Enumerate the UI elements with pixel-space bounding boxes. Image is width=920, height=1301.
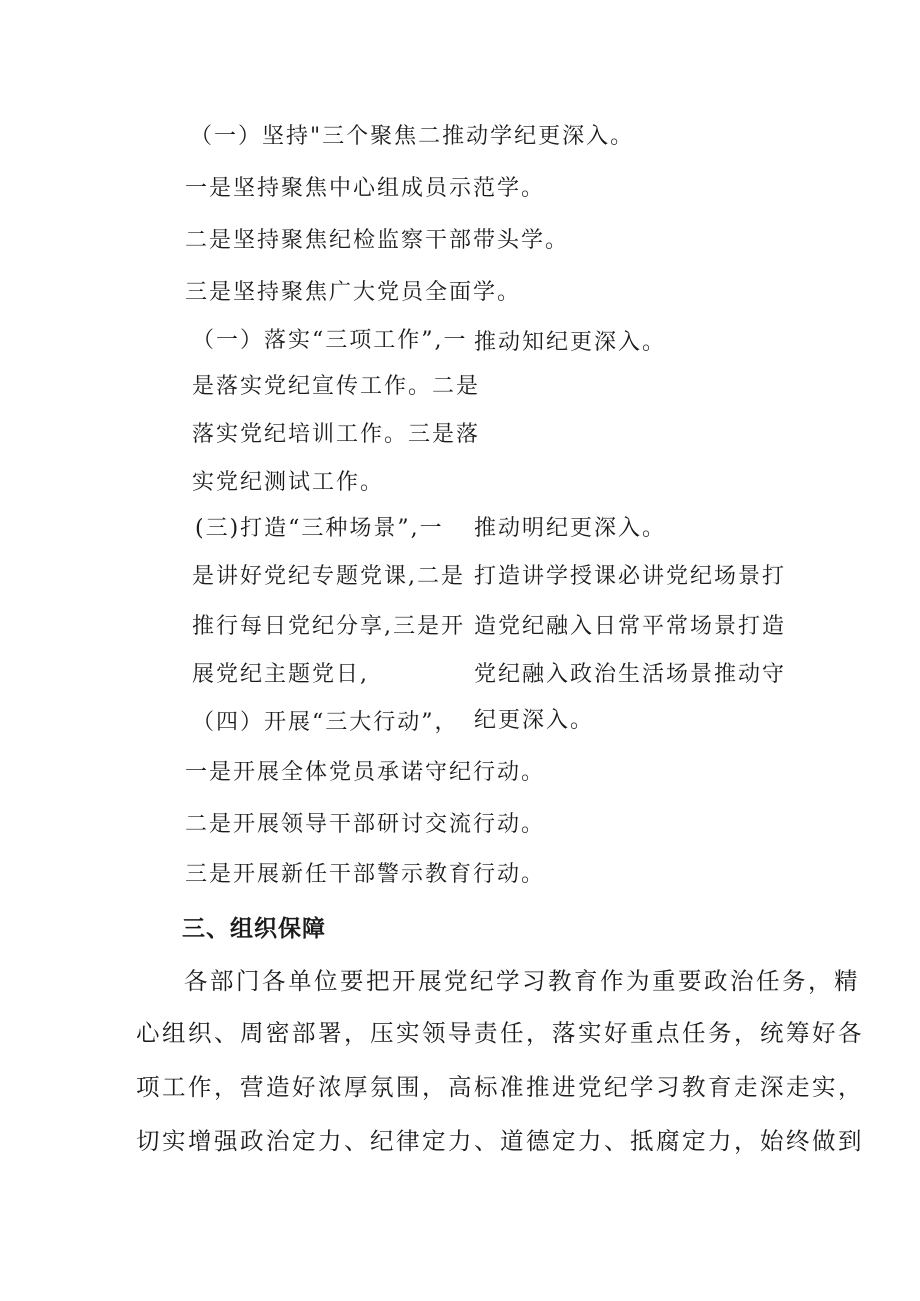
section-two-left-line-3: 落实党纪培训工作。三是落 [192, 422, 481, 447]
section-three-right-line-1: 推动明纪更深入。 [474, 516, 667, 541]
organization-paragraph-line-3: 项工作，营造好浓厚氛围，高标准推进党纪学习教育走深走实， [136, 1073, 864, 1101]
section-two-left-line-2: 是落实党纪宣传工作。二是 [192, 374, 481, 399]
section-three-left-line-2: 是讲好党纪专题党课,二是 [192, 564, 465, 589]
organization-paragraph-line-1: 各部门各单位要把开展党纪学习教育作为重要政治任务，精 [184, 967, 860, 995]
section-three-left-line-3: 推行每日党纪分享,三是开 [192, 614, 465, 639]
section-one-item-1: 一是坚持聚焦中心组成员示范学。 [185, 176, 546, 201]
section-four-item-2: 二是开展领导干部研讨交流行动。 [185, 812, 546, 837]
section-four-item-3: 三是开展新任干部警示教育行动。 [185, 862, 546, 887]
organization-paragraph-line-2: 心组织、周密部署，压实领导责任，落实好重点任务，统筹好各 [136, 1019, 864, 1047]
section-three-right-line-5: 纪更深入。 [474, 708, 595, 733]
section-three-left-line-1: (三)打造“三种场景”,一 [195, 516, 444, 541]
section-three-right-line-4: 党纪融入政治生活场景推动守 [474, 662, 787, 687]
section-three-left-line-4: 展党纪主题党日, [192, 662, 369, 687]
section-two-right-line: 推动知纪更深入。 [474, 330, 667, 355]
organization-heading: 三、组织保障 [182, 916, 326, 942]
section-one-item-3: 三是坚持聚焦广大党员全面学。 [185, 280, 522, 305]
section-three-right-line-3: 造党纪融入日常平常场景打造 [474, 614, 787, 639]
section-two-left-line-1: （一）落实“三项工作”,一 [192, 328, 468, 353]
section-one-item-2: 二是坚持聚焦纪检监察干部带头学。 [185, 228, 570, 253]
section-four-title: （四）开展“三大行动”， [192, 710, 459, 735]
section-four-item-1: 一是开展全体党员承诺守纪行动。 [185, 760, 546, 785]
section-two-left-line-4: 实党纪测试工作。 [192, 470, 385, 495]
section-one-title: （一）坚持"三个聚焦二推动学纪更深入。 [190, 124, 635, 149]
section-three-right-line-2: 打造讲学授课必讲党纪场景打 [474, 564, 787, 589]
organization-paragraph-line-4: 切实增强政治定力、纪律定力、道德定力、抵腐定力，始终做到 [136, 1127, 864, 1155]
